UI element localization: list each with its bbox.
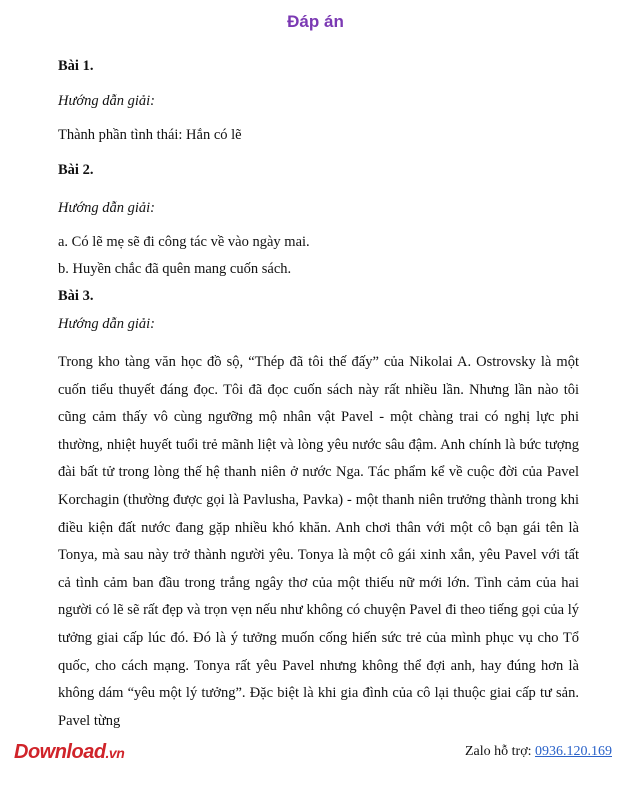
logo-tld: .vn [105, 745, 125, 761]
logo-text: Download [14, 741, 106, 763]
section-3-paragraph: Trong kho tàng văn học đồ sộ, “Thép đã tôi thế đấy” của Nikolai A. Ostrovsky là một cuốn tiểu thuyết đáng đọc. Tôi đã đọc cuốn sách này rất nhiều lần. Nhưng lần nào tôi cũng cảm thấy vô cùng ngưỡng mộ nhân vật Pavel - một chàng trai có nghị lực phi thường, nhiệt huyết tuổi trẻ mãnh liệt và lòng yêu nước sâu đậm. Anh chính là bức tượng đài bất tử trong lòng thế hệ thanh niên ở nước Nga. Tác phẩm kể về cuộc đời của Pavel Korchagin (thường được gọi là Pavlusha, Pavka) - một thanh niên trưởng thành trong khi điều kiện đất nước đang gặp nhiều khó khăn. Anh chơi thân với một cô bạn gái tên là Tonya, mà sau này trở thành người yêu. Tonya là một cô gái xinh xắn, yêu Pavel với tất cả tình cảm ban đầu trong trắng ngây thơ của một thiếu nữ mới lớn. Tình cảm của hai người có lẽ sẽ rất đẹp và trọn vẹn nếu như không có chuyện Pavel đi theo tiếng gọi của lý tưởng giai cấp lúc đó. Đó là ý tưởng muốn cống hiến sức trẻ của mình phục vụ cho Tổ quốc, cho cách mạng. Tonya rất yêu Pavel nhưng không thể đợi anh, hay đúng hơn là không dám “yêu một lý tưởng”. Đặc biệt là khi gia đình của cô lại thuộc giai cấp tư sản. Pavel từng [58, 354, 579, 729]
section-1-guide: Hướng dẫn giải: [58, 93, 156, 109]
footer-contact [465, 744, 612, 760]
section-2-guide: Hướng dẫn giải: [58, 200, 156, 216]
section-1-heading: Bài 1. [58, 58, 94, 74]
section-2-heading: Bài 2. [58, 162, 94, 178]
section-3-heading: Bài 3. [58, 288, 94, 304]
phone-link[interactable]: 0936.120.169 [535, 744, 612, 759]
section-1-answer: Thành phần tình thái: Hắn có lẽ [58, 127, 242, 143]
section-2-answer-a: a. Có lẽ mẹ sẽ đi công tác về vào ngày mai. [58, 234, 310, 250]
section-3-guide: Hướng dẫn giải: [58, 316, 156, 332]
download-logo[interactable] [14, 741, 124, 764]
page-title: Đáp án [287, 12, 344, 31]
section-2-answer-b: b. Huyền chắc đã quên mang cuốn sách. [58, 261, 292, 277]
contact-label: Zalo hỗ trợ: [465, 744, 535, 759]
